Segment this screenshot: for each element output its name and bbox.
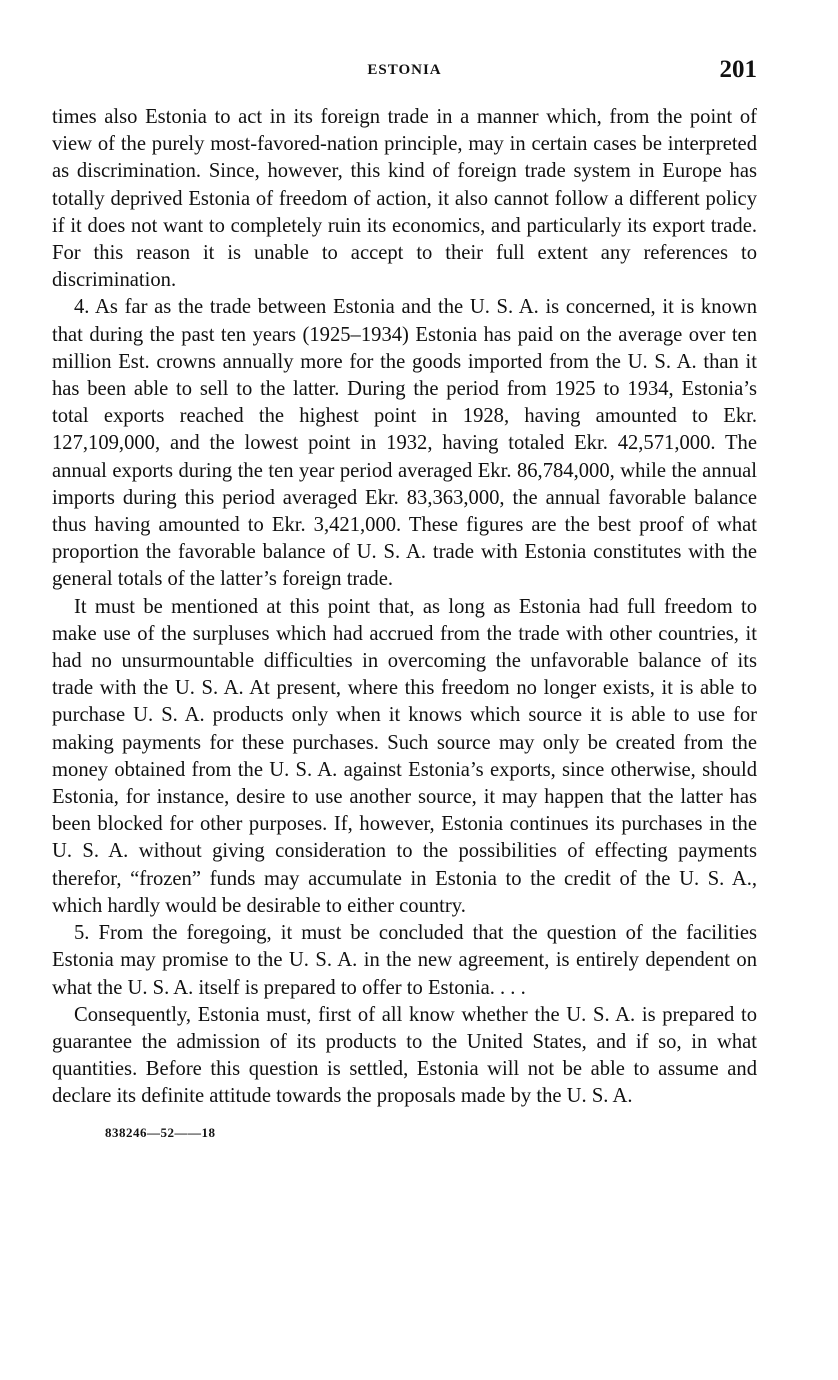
paragraph-continuation: times also Estonia to act in its foreign trade in a manner which, from the point of view of the purely most-favored-nation principle, may in certain cases be interpreted as discrimination. Since, however, this kind of foreign trade system in Europe has totally deprived Estonia of freedom of action, it also cannot follow a different policy if it does not want to completely ruin its economics, and particularly its export trade. For this reason it is unable to accept to their full extent any references to discrimination. <box>52 106 757 292</box>
paragraph-conclusion: Consequently, Estonia must, first of all know whether the U. S. A. is prepared to guarantee the admission of its products to the United States, and if so, in what quantities. Before this question is settled, Estonia will not be able to assume and declare its definite attitude towards the proposals made by the U. S. A. <box>52 1003 757 1108</box>
paragraph-section-5: 5. From the foregoing, it must be concluded that the question of the facilities Estonia may promise to the U. S. A. in the new agreement, is entirely dependent on what the U. S. A. itself is prepared to offer to Estonia. . . . <box>52 922 757 999</box>
running-title: ESTONIA <box>367 62 442 78</box>
paragraph-section-4: 4. As far as the trade between Estonia and the U. S. A. is concerned, it is known that during the past ten years (1925–1934) Estonia has paid on the average over ten million Est. crowns annually more for the goods imported from the U. S. A. than it has been able to sell to the latter. During the period from 1925 to 1934, Estonia’s total exports reached the highest point in 1928, having amounted to Ekr. 127,109,000, and the lowest point in 1932, having totaled Ekr. 42,571,000. The annual exports during the ten year period averaged Ekr. 86,784,000, while the annual imports during this period averaged Ekr. 83,363,000, the annual favorable balance thus having amounted to Ekr. 3,421,000. These figures are the best proof of what proportion the favorable balance of U. S. A. trade with Estonia constitutes with the general totals of the latter’s foreign trade. <box>52 296 757 591</box>
page-header <box>52 56 757 88</box>
body-text <box>52 104 757 1111</box>
paragraph-frozen-funds: It must be mentioned at this point that, as long as Estonia had full freedom to make use of the surpluses which had accrued from the trade with other countries, it had no unsurmountable difficulties in overcoming the unfavorable balance of its trade with the U. S. A. At present, where this freedom no longer exists, it is able to purchase U. S. A. products only when it knows which source it is able to use for making payments for these purchases. Such source may only be created from the money obtained from the U. S. A. against Estonia’s exports, since otherwise, should Estonia, for instance, desire to use another source, it may happen that the latter has been blocked for other purposes. If, however, Estonia continues its purchases in the U. S. A. without giving consideration to the possibilities of effecting payments therefor, “frozen” funds may accumulate in Estonia to the credit of the U. S. A., which hardly would be desirable to either country. <box>52 595 757 917</box>
document-page <box>52 56 757 1141</box>
printer-code: 838246—52——18 <box>105 1124 216 1140</box>
page-number: 201 <box>719 56 757 83</box>
